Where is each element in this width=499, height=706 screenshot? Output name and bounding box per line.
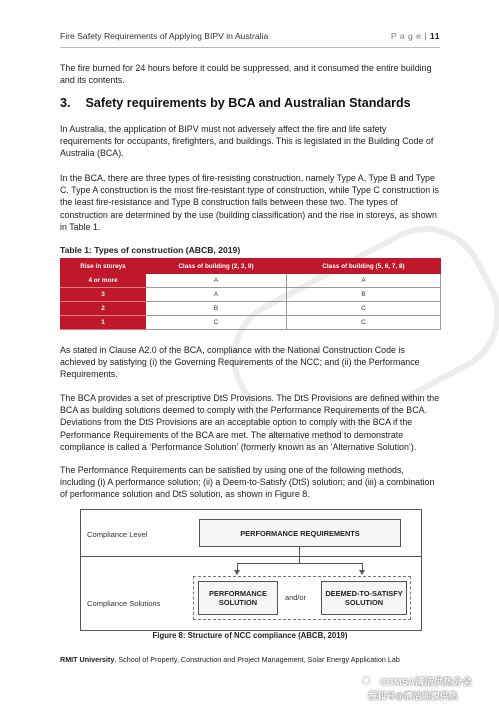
performance-solution-box: PERFORMANCE SOLUTION — [198, 581, 278, 615]
section-title: Safety requirements by BCA and Australian Standards — [85, 96, 411, 110]
cell-class-2: C — [286, 302, 440, 316]
cell-rise: 3 — [61, 288, 146, 302]
paragraph-3: As stated in Clause A2.0 of the BCA, compliance with the National Construction Code is achieved by satisfying (i) the Governing Requirements of the NCC; and (ii) the Performance Requirements. — [60, 345, 420, 380]
table-row — [61, 288, 441, 302]
table-row — [61, 302, 441, 316]
header-class-1: Class of building (2, 3, 9) — [146, 259, 287, 274]
cell-class-2: A — [286, 274, 440, 288]
section-heading — [60, 96, 440, 110]
wechat-icon: ◉ — [362, 675, 371, 686]
connector-vertical — [299, 546, 300, 563]
paragraph-5: The Performance Requirements can be satisfied by using one of the following methods, including (i) A performance solution; (ii) a Deem-to-Satisfy (DtS) solution; and (iii) a combination of performance solution and DtS solution, as shown in Figure 8. — [60, 465, 435, 500]
intro-paragraph: The fire burned for 24 hours before it could be suppressed, and it consumed the entire building and its contents. — [60, 63, 432, 86]
cell-class-1: A — [146, 274, 287, 288]
cell-class-1: B — [146, 302, 287, 316]
page-separator: | — [424, 31, 428, 41]
table-header-row — [61, 259, 441, 274]
cell-class-2: B — [286, 288, 440, 302]
paragraph-1: In Australia, the application of BIPV must not adversely affect the fire and life safety requirements for occupants, firefighters, and buildings. This is legislated in the Building Code of Australia (BCA). — [60, 124, 434, 159]
compliance-solutions-label: Compliance Solutions — [87, 599, 161, 608]
table-row — [61, 316, 441, 330]
ncc-compliance-diagram — [80, 509, 422, 631]
table-caption: Table 1: Types of construction (ABCB, 2019) — [60, 245, 241, 255]
deemed-to-satisfy-box: DEEMED-TO-SATISFY SOLUTION — [321, 581, 407, 615]
cell-rise: 1 — [61, 316, 146, 330]
page-footer — [60, 655, 450, 664]
compliance-level-label: Compliance Level — [87, 530, 148, 539]
diagram-divider — [81, 556, 421, 557]
page-label: P a g e — [390, 31, 422, 41]
watermark-line-1: CCMSA清洁供热分会 — [380, 677, 472, 688]
connector-horizontal — [237, 563, 363, 564]
cell-class-2: C — [286, 316, 440, 330]
header-page-indicator — [391, 31, 440, 41]
footer-details: , School of Property, Construction and Project Management, Solar Energy Application Lab — [114, 655, 400, 664]
header-title: Fire Safety Requirements of Applying BIPV in Australia — [60, 31, 269, 41]
figure-caption: Figure 8: Structure of NCC compliance (ABCB, 2019) — [152, 631, 348, 640]
watermark-line-2: 搜狐号@清洁能源供热 — [368, 691, 458, 701]
header-rise: Rise in storeys — [61, 259, 146, 274]
performance-requirements-box: PERFORMANCE REQUIREMENTS — [199, 519, 401, 547]
footer-org: RMIT University — [60, 655, 115, 664]
table-row — [61, 274, 441, 288]
cell-rise: 2 — [61, 302, 146, 316]
construction-types-table — [60, 258, 441, 330]
paragraph-4: The BCA provides a set of prescriptive DtS Provisions. The DtS Provisions are defined within the BCA as building solutions deemed to comply with the Performance Requirements of the BCA. Deviations from the DtS Provisions are an acceptable option to comply with the BCA if the Performance Requirements of the BCA are met. The alternative method to demonstrate compliance is called a ‘Performance Solution’ (formerly known as an ‘Alternative Solution’). — [60, 393, 440, 452]
page-header — [60, 27, 440, 48]
and-or-label: and/or — [285, 593, 306, 602]
cell-rise: 4 or more — [61, 274, 146, 288]
arrow-down-icon — [234, 570, 240, 575]
page-number: 11 — [429, 31, 440, 41]
section-number: 3. — [60, 96, 71, 110]
cell-class-1: C — [146, 316, 287, 330]
cell-class-1: A — [146, 288, 287, 302]
paragraph-2: In the BCA, there are three types of fire-resisting construction, namely Type A, Type B and Type C. Type A construction is the most fire-resistant type of construction, while Type C construction is the least fire-resistance and Type B construction falls between these two. The types of construction are determined by the use (building classification) and the rise in storeys, as shown in Table 1. — [60, 173, 439, 232]
arrow-down-icon — [359, 570, 365, 575]
header-class-2: Class of building (5, 6, 7, 8) — [286, 259, 440, 274]
